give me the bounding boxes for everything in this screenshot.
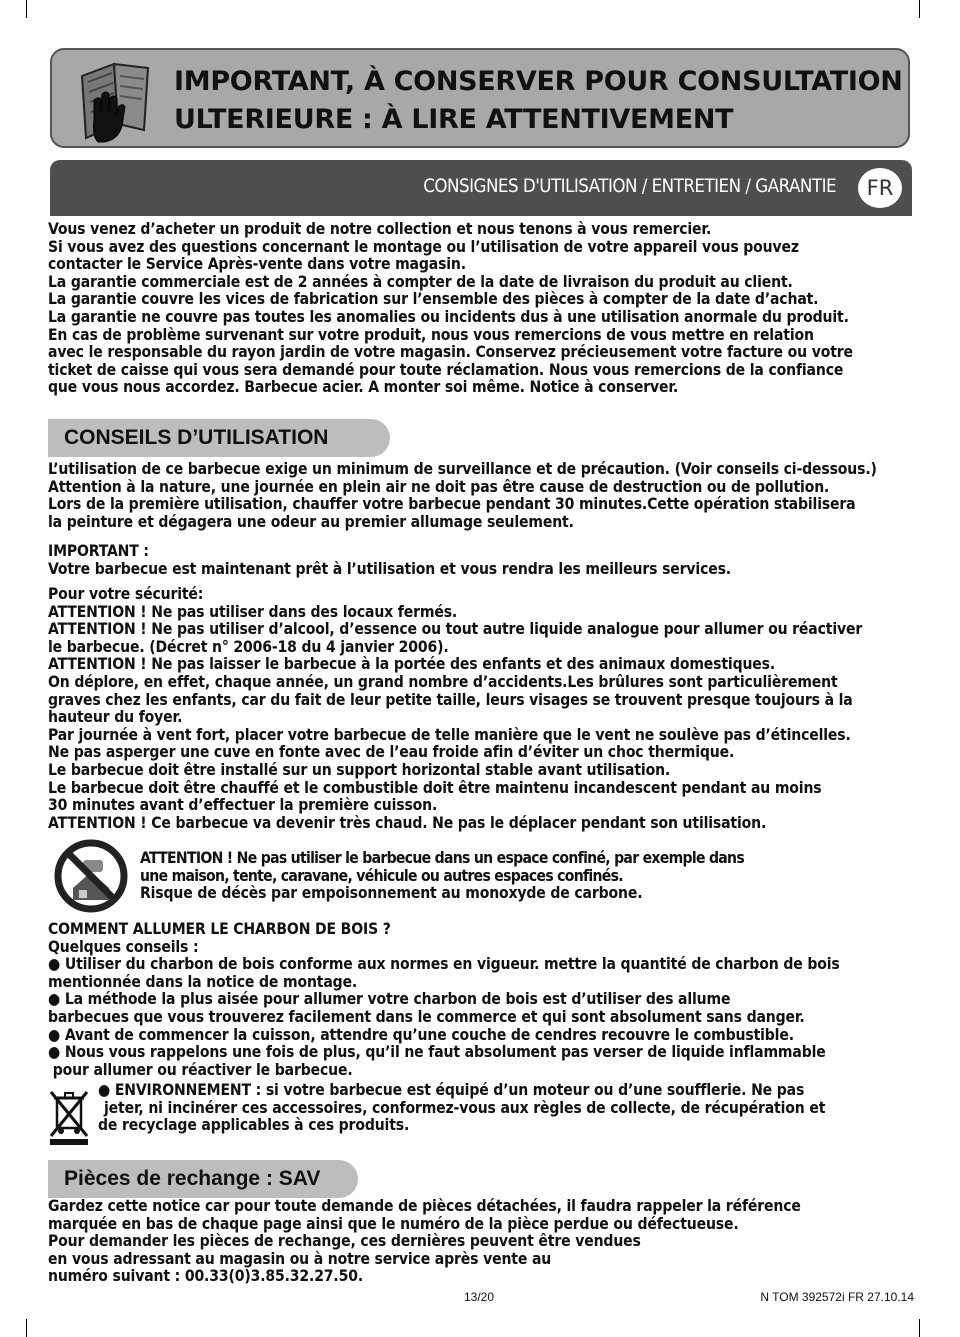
no-indoor-barbecue-icon [53,838,129,914]
text-line: ATTENTION ! Ne pas utiliser d’alcool, d’essence ou tout autre liquide analogue pour allumer ou réactiver [48,620,863,639]
text-line: COMMENT ALLUMER LE CHARBON DE BOIS ? [48,920,391,938]
text-line: ticket de caisse qui vous sera demandé pour toute réclamation. Nous vous remercions de la confiance [48,360,844,379]
document-reference: N TOM 392572i FR 27.10.14 [760,1290,914,1304]
text-line: Le barbecue doit être installé sur un support horizontal stable avant utilisation. [48,760,671,779]
charbon-paragraph [48,921,918,1079]
text-line: ● Utiliser du charbon de bois conforme aux normes en vigueur. mettre la quantité de charbon de bois [48,955,840,974]
text-line: 30 minutes avant d’effectuer la première cuisson. [48,796,438,815]
environnement-paragraph [98,1082,898,1135]
text-line: ● La méthode la plus aisée pour allumer votre charbon de bois est d’utiliser des allume [48,990,731,1009]
text-line: La garantie commerciale est de 2 années à compter de la date de livraison du produit au client. [48,272,793,291]
text-line: Pour demander les pièces de rechange, ces dernières peuvent être vendues [48,1232,641,1251]
text-line: IMPORTANT : [48,542,149,560]
crop-mark [26,1319,41,1337]
text-line: ATTENTION ! Ne pas laisser le barbecue à la portée des enfants et des animaux domestiques. [48,655,776,674]
section-heading-sav [48,1160,358,1198]
text-line: numéro suivant : 00.33(0)3.85.32.27.50. [48,1267,363,1286]
page-number: 13/20 [464,1290,495,1304]
text-line: une maison, tente, caravane, véhicule ou autres espaces confinés. [140,866,623,885]
header-bar-label: CONSIGNES D'UTILISATION / ENTRETIEN / GARANTIE [423,175,836,197]
sav-paragraph [48,1198,918,1286]
important-banner [50,48,910,148]
text-line: Gardez cette notice car pour toute demande de pièces détachées, il faudra rappeler la référence [48,1197,801,1215]
text-line: que vous nous accordez. Barbecue acier. A monter soi même. Notice à conserver. [48,378,679,397]
text-line: pour allumer ou réactiver le barbecue. [48,1060,353,1079]
text-line: jeter, ni incinérer ces accessoires, conformez-vous aux règles de collecte, de récupération et [104,1098,826,1117]
text-line: Ne pas asperger une cuve en fonte avec de l’eau froide afin d’éviter un choc thermique. [48,743,735,762]
text-line: de recyclage applicables à ces produits. [98,1116,410,1135]
text-line: Quelques conseils : [48,937,199,956]
confined-space-warning [140,850,900,903]
text-line: ATTENTION ! Ce barbecue va devenir très chaud. Ne pas le déplacer pendant son utilisation. [48,813,767,832]
text-line: le barbecue. (Décret n° 2006-18 du 4 janvier 2006). [48,637,449,656]
text-line: En cas de problème survenant sur votre produit, nous vous remercions de vous mettre en relation [48,325,814,344]
section-title: Pièces de rechange : SAV [64,1167,321,1190]
text-line: Vous venez d’acheter un produit de notre collection et nous tenons à vous remercier. [48,220,712,238]
text-line: Si vous avez des questions concernant le montage ou l’utilisation de votre appareil vous pouvez [48,237,799,256]
text-line: en vous adressant au magasin ou à notre service après vente au [48,1249,552,1268]
section-header-bar [50,160,912,216]
text-line: Lors de la première utilisation, chauffer votre barbecue pendant 30 minutes.Cette opération stabilisera [48,495,856,514]
read-manual-icon [74,54,164,146]
text-line: Par journée à vent fort, placer votre barbecue de telle manière que le vent ne soulève pas d’étincelles. [48,725,851,744]
text-line: On déplore, en effet, chaque année, un grand nombre d’accidents.Les brûlures sont particulièrement [48,672,838,691]
text-line: contacter le Service Après-vente dans votre magasin. [48,255,466,274]
text-line: marquée en bas de chaque page ainsi que le numéro de la pièce perdue ou défectueuse. [48,1214,739,1233]
text-line: Attention à la nature, une journée en plein air ne doit pas être cause de destruction ou de pollution. [48,477,830,496]
text-line: ● Nous vous rappelons une fois de plus, qu’il ne faut absolument pas verser de liquide inflammable [48,1043,826,1062]
banner-title-line-1: IMPORTANT, À CONSERVER POUR CONSULTATION [174,66,903,97]
text-line: La garantie ne couvre pas toutes les anomalies ou incidents dus à une utilisation anormale du produit. [48,307,849,326]
text-line: graves chez les enfants, car du fait de leur petite taille, leurs visages se trouvent presque toujours à la [48,690,853,709]
section-heading-conseils [48,419,390,457]
crop-mark [919,1319,934,1337]
securite-paragraph [48,586,918,832]
text-line: barbecues que vous trouverez facilement dans le commerce et qui sont absolument sans danger. [48,1007,805,1026]
text-line: la peinture et dégagera une odeur au premier allumage seulement. [48,512,574,531]
important-paragraph [48,543,918,578]
text-line: ATTENTION ! Ne pas utiliser le barbecue dans un espace confiné, par exemple dans [140,849,744,867]
crop-mark [919,0,934,18]
text-line: avec le responsable du rayon jardin de votre magasin. Conservez précieusement votre facture ou votre [48,343,853,362]
language-badge: FR [858,168,902,208]
intro-paragraph [48,221,918,397]
weee-crossed-bin-icon [48,1088,90,1146]
text-line: ● Avant de commencer la cuisson, attendre qu’une couche de cendres recouvre le combustible. [48,1025,794,1044]
text-line: La garantie couvre les vices de fabrication sur l’ensemble des pièces à compter de la date d’achat. [48,290,819,309]
text-line: L’utilisation de ce barbecue exige un minimum de surveillance et de précaution. (Voir conseils ci-dessous.) [48,460,877,478]
text-line: Risque de décès par empoisonnement au monoxyde de carbone. [140,884,643,903]
text-line: hauteur du foyer. [48,708,183,727]
text-line: ● ENVIRONNEMENT : si votre barbecue est équipé d’un moteur ou d’une soufflerie. Ne pas [98,1081,805,1099]
text-line: mentionnée dans la notice de montage. [48,972,358,991]
text-line: ATTENTION ! Ne pas utiliser dans des locaux fermés. [48,602,458,621]
conseils-paragraph [48,461,918,531]
text-line: Votre barbecue est maintenant prêt à l’utilisation et vous rendra les meilleurs services. [48,559,731,578]
banner-title-line-2: ULTERIEURE : À LIRE ATTENTIVEMENT [174,104,734,135]
text-line: Pour votre sécurité: [48,585,204,603]
crop-mark [26,0,41,18]
text-line: Le barbecue doit être chauffé et le combustible doit être maintenu incandescent pendant au moins [48,778,822,797]
section-title: CONSEILS D’UTILISATION [64,426,329,449]
